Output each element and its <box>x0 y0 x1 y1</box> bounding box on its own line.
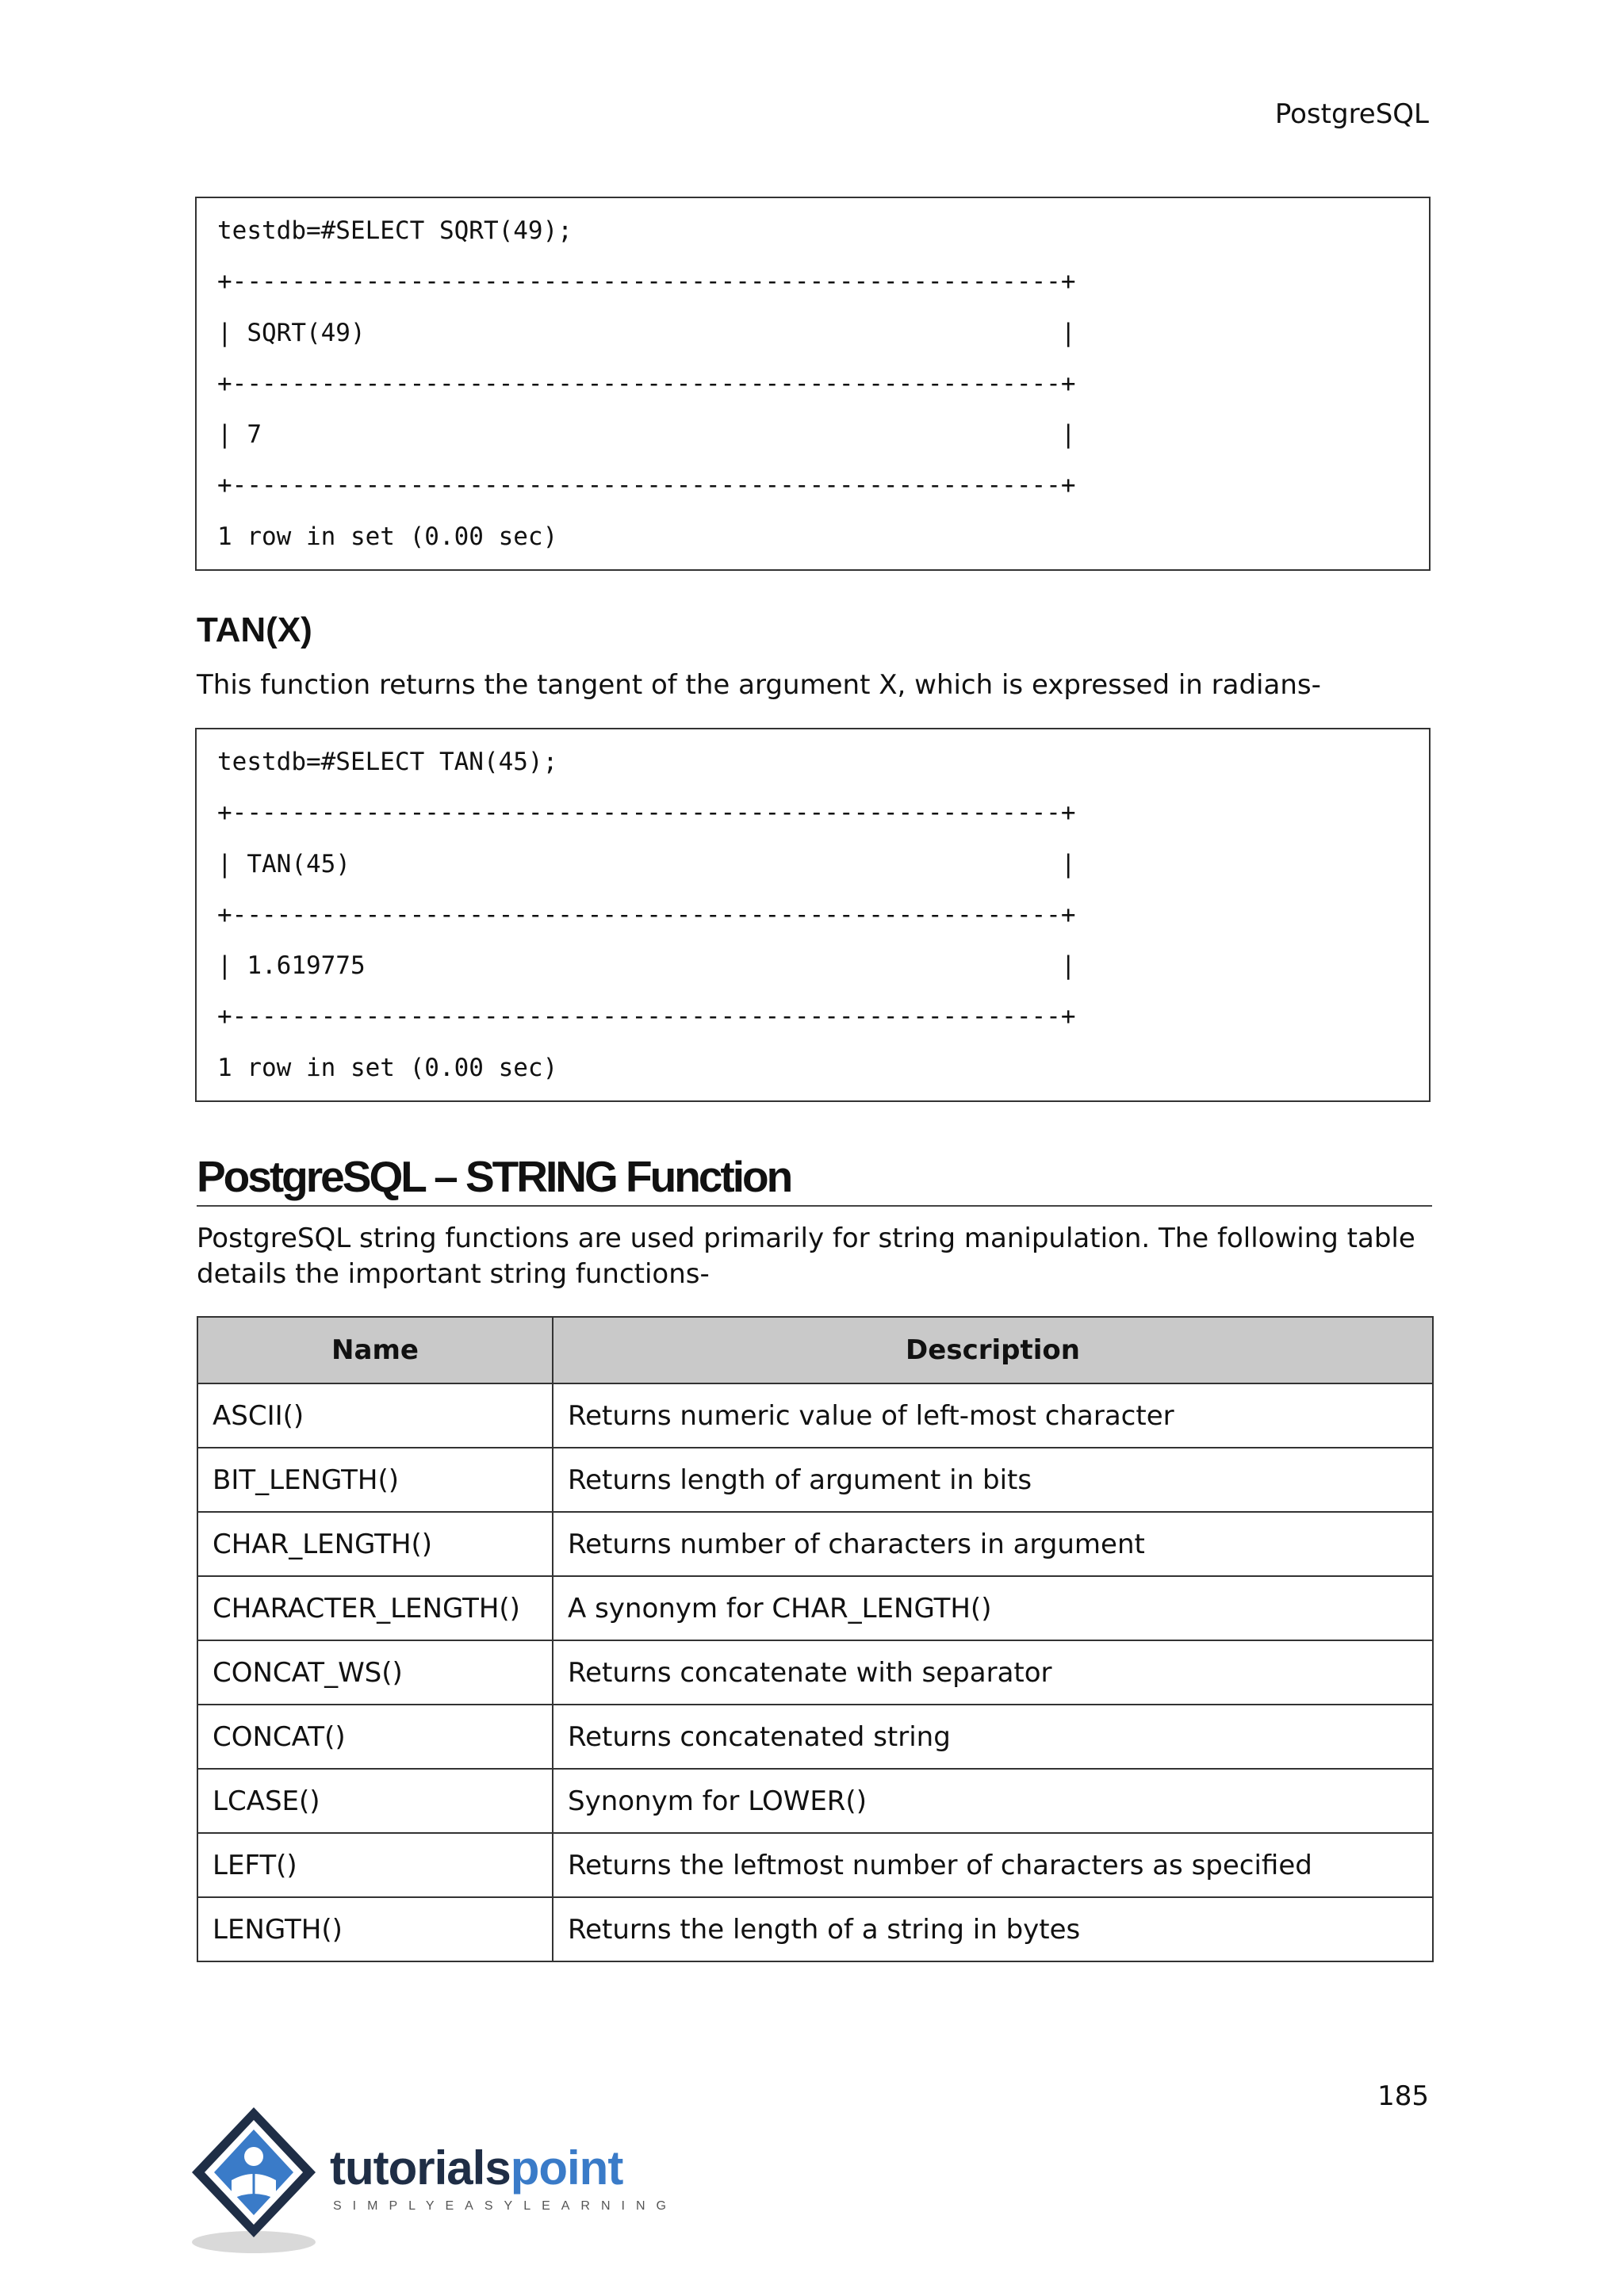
table-row <box>197 1576 1433 1640</box>
table-row <box>197 1512 1433 1576</box>
code-block-tan <box>195 728 1431 1102</box>
string-description: PostgreSQL string functions are used primarily for string manipulation. The following table details the important string functions- <box>197 1223 1415 1290</box>
table-row <box>197 1448 1433 1512</box>
logo-word-tutorials: tutorials <box>330 2141 511 2195</box>
function-name-cell: BIT_LENGTH() <box>197 1448 553 1512</box>
function-name-cell: CONCAT_WS() <box>197 1640 553 1705</box>
code-line: +--------------------------------------------------------+ <box>217 369 1076 398</box>
tan-description: This function returns the tangent of the argument X, which is expressed in radians- <box>197 669 1321 701</box>
code-line: 1 row in set (0.00 sec) <box>217 522 558 551</box>
function-name-cell: ASCII() <box>197 1383 553 1448</box>
table-row <box>197 1383 1433 1448</box>
table-row <box>197 1769 1433 1833</box>
function-description-cell: Returns numeric value of left-most character <box>553 1383 1433 1448</box>
code-line: +--------------------------------------------------------+ <box>217 900 1076 929</box>
code-line: | 1.619775 | <box>217 951 1076 981</box>
table-row <box>197 1640 1433 1705</box>
page-number: 185 <box>1377 2080 1429 2112</box>
string-functions-table <box>197 1316 1434 1962</box>
function-description-cell: Returns concatenated string <box>553 1705 1433 1769</box>
function-name-cell: CONCAT() <box>197 1705 553 1769</box>
code-line: | SQRT(49) | <box>217 318 1076 347</box>
table-header-row <box>197 1317 1433 1383</box>
logo-wordmark <box>330 2141 622 2195</box>
code-line: +--------------------------------------------------------+ <box>217 1002 1076 1031</box>
code-block-sqrt <box>195 197 1431 571</box>
code-line: testdb=#SELECT SQRT(49); <box>217 216 573 245</box>
function-description-cell: A synonym for CHAR_LENGTH() <box>553 1576 1433 1640</box>
function-description-cell: Returns length of argument in bits <box>553 1448 1433 1512</box>
code-line: | 7 | <box>217 420 1076 450</box>
function-name-cell: LCASE() <box>197 1769 553 1833</box>
function-name-cell: LENGTH() <box>197 1897 553 1961</box>
section-heading-tan: TAN(X) <box>197 610 312 649</box>
logo-emblem-icon <box>190 2101 333 2260</box>
function-description-cell: Synonym for LOWER() <box>553 1769 1433 1833</box>
code-line: 1 row in set (0.00 sec) <box>217 1053 558 1082</box>
table-row <box>197 1705 1433 1769</box>
section-heading-string: PostgreSQL – STRING Function <box>197 1151 1432 1207</box>
column-header-name: Name <box>197 1317 553 1383</box>
function-description-cell: Returns the leftmost number of characters as specified <box>553 1833 1433 1897</box>
function-description-cell: Returns concatenate with separator <box>553 1640 1433 1705</box>
code-line: | TAN(45) | <box>217 849 1076 878</box>
code-line: +--------------------------------------------------------+ <box>217 267 1076 297</box>
tutorialspoint-logo <box>190 2101 682 2260</box>
logo-word-point: point <box>510 2141 623 2195</box>
column-header-description: Description <box>553 1317 1433 1383</box>
code-line: +--------------------------------------------------------+ <box>217 798 1076 828</box>
table-row <box>197 1833 1433 1897</box>
logo-tagline: SIMPLYEASYLEARNING <box>333 2199 677 2213</box>
function-name-cell: CHAR_LENGTH() <box>197 1512 553 1576</box>
code-line: testdb=#SELECT TAN(45); <box>217 748 558 776</box>
function-description-cell: Returns the length of a string in bytes <box>553 1897 1433 1961</box>
function-name-cell: LEFT() <box>197 1833 553 1897</box>
running-header: PostgreSQL <box>1274 98 1429 130</box>
function-description-cell: Returns number of characters in argument <box>553 1512 1433 1576</box>
code-line: +--------------------------------------------------------+ <box>217 471 1076 500</box>
table-row <box>197 1897 1433 1961</box>
function-name-cell: CHARACTER_LENGTH() <box>197 1576 553 1640</box>
